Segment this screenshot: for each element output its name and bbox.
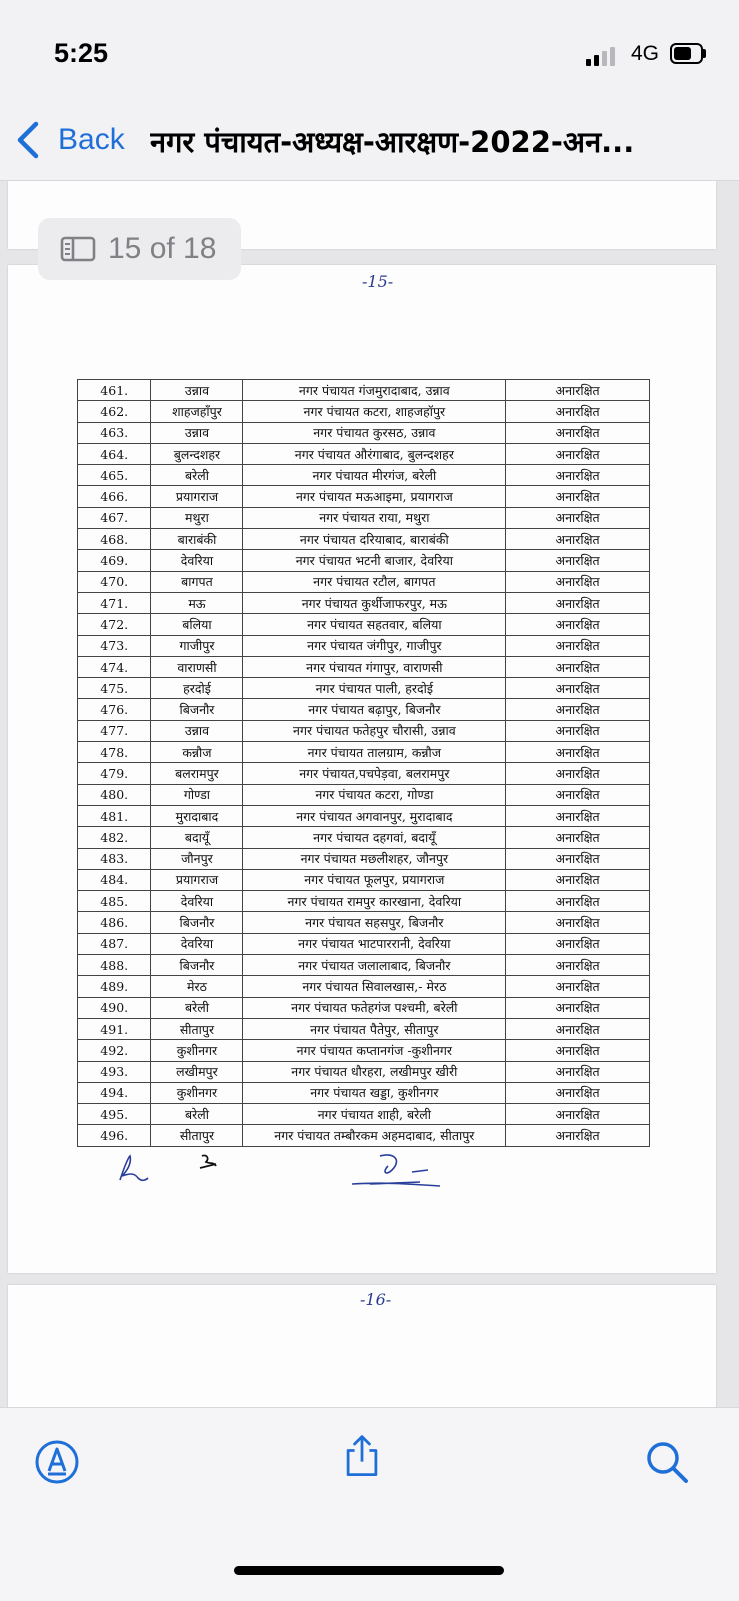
table-row [78,1125,650,1146]
row-number: 484. [78,869,151,890]
nagar-panchayat-cell: नगर पंचायत फूलपुर, प्रयागराज [243,869,506,890]
district-cell: बिजनौर [151,955,243,976]
row-number: 495. [78,1104,151,1125]
district-cell: कन्नौज [151,742,243,763]
category-cell: अनारक्षित [506,784,650,805]
status-bar [0,0,739,100]
district-cell: बरेली [151,1104,243,1125]
nagar-panchayat-cell: नगर पंचायत कुरसठ, उन्नाव [243,422,506,443]
signature-3 [350,1150,445,1192]
category-cell: अनारक्षित [506,1040,650,1061]
nagar-panchayat-cell: नगर पंचायत जंगीपुर, गाजीपुर [243,635,506,656]
row-number: 475. [78,678,151,699]
nagar-panchayat-cell: नगर पंचायत जलालाबाद, बिजनौर [243,955,506,976]
row-number: 462. [78,401,151,422]
district-cell: शाहजहाँपुर [151,401,243,422]
nagar-panchayat-cell: नगर पंचायत मीरगंज, बरेली [243,465,506,486]
row-number: 478. [78,742,151,763]
category-cell: अनारक्षित [506,869,650,890]
nagar-panchayat-cell: नगर पंचायत भटनी बाजार, देवरिया [243,550,506,571]
nagar-panchayat-cell: नगर पंचायत रामपुर कारखाना, देवरिया [243,891,506,912]
nagar-panchayat-cell: नगर पंचायत गंगापुर, वाराणसी [243,656,506,677]
row-number: 476. [78,699,151,720]
row-number: 493. [78,1061,151,1082]
nagar-panchayat-cell: नगर पंचायत रटौल, बागपत [243,571,506,592]
row-number: 472. [78,614,151,635]
category-cell: अनारक्षित [506,443,650,464]
nagar-panchayat-cell: नगर पंचायत मऊआइमा, प्रयागराज [243,486,506,507]
table-row [78,848,650,869]
row-number: 492. [78,1040,151,1061]
table-row [78,401,650,422]
row-number: 486. [78,912,151,933]
table-row [78,571,650,592]
row-number: 488. [78,955,151,976]
nagar-panchayat-cell: नगर पंचायत दहगवां, बदायूँ [243,827,506,848]
category-cell: अनारक्षित [506,592,650,613]
table-row [78,635,650,656]
status-time: 5:25 [54,38,109,68]
page-indicator-label: 15 of 18 [108,232,217,265]
category-cell: अनारक्षित [506,656,650,677]
row-number: 485. [78,891,151,912]
category-cell: अनारक्षित [506,422,650,443]
district-cell: बलिया [151,614,243,635]
category-cell: अनारक्षित [506,678,650,699]
table-row [78,529,650,550]
category-cell: अनारक्षित [506,550,650,571]
district-cell: बुलन्दशहर [151,443,243,464]
table-row [78,380,650,401]
table-row [78,976,650,997]
signal-strength-icon [586,44,620,66]
district-cell: देवरिया [151,891,243,912]
navigation-bar [0,100,739,181]
nagar-panchayat-cell: नगर पंचायत तालग्राम, कन्नौज [243,742,506,763]
home-indicator[interactable] [234,1566,504,1575]
table-row [78,507,650,528]
nagar-panchayat-cell: नगर पंचायत कप्तानगंज -कुशीनगर [243,1040,506,1061]
table-row [78,763,650,784]
nagar-panchayat-cell: नगर पंचायत सिवालखास,- मेरठ [243,976,506,997]
district-cell: कुशीनगर [151,1082,243,1103]
category-cell: अनारक्षित [506,763,650,784]
category-cell: अनारक्षित [506,827,650,848]
table-row [78,1082,650,1103]
table-row [78,699,650,720]
district-cell: बाराबंकी [151,529,243,550]
category-cell: अनारक्षित [506,465,650,486]
category-cell: अनारक्षित [506,955,650,976]
table-row [78,486,650,507]
table-row [78,784,650,805]
district-cell: हरदोई [151,678,243,699]
district-cell: कुशीनगर [151,1040,243,1061]
share-icon[interactable] [337,1432,387,1482]
row-number: 469. [78,550,151,571]
table-row [78,997,650,1018]
table-row [78,742,650,763]
table-row [78,443,650,464]
row-number: 489. [78,976,151,997]
table-row [78,550,650,571]
markup-pen-icon[interactable] [32,1437,82,1487]
district-cell: गोण्डा [151,784,243,805]
nagar-panchayat-cell: नगर पंचायत धौरहरा, लखीमपुर खीरी [243,1061,506,1082]
back-label: Back [58,123,125,156]
nagar-panchayat-cell: नगर पंचायत शाही, बरेली [243,1104,506,1125]
row-number: 496. [78,1125,151,1146]
district-cell: मथुरा [151,507,243,528]
category-cell: अनारक्षित [506,912,650,933]
district-cell: उन्नाव [151,380,243,401]
nagar-panchayat-cell: नगर पंचायत बढ़ापुर, बिजनौर [243,699,506,720]
category-cell: अनारक्षित [506,614,650,635]
nagar-panchayat-cell: नगर पंचायत तम्बौरकम अहमदाबाद, सीतापुर [243,1125,506,1146]
category-cell: अनारक्षित [506,1061,650,1082]
category-cell: अनारक्षित [506,1082,650,1103]
district-cell: बरेली [151,465,243,486]
row-number: 468. [78,529,151,550]
row-number: 491. [78,1018,151,1039]
row-number: 465. [78,465,151,486]
reservation-table [77,379,650,1147]
nagar-panchayat-cell: नगर पंचायत,पचपेड़वा, बलरामपुर [243,763,506,784]
row-number: 490. [78,997,151,1018]
signature-2 [196,1150,220,1174]
district-cell: बदायूँ [151,827,243,848]
district-cell: उन्नाव [151,422,243,443]
district-cell: बागपत [151,571,243,592]
district-cell: सीतापुर [151,1125,243,1146]
district-cell: देवरिया [151,933,243,954]
nagar-panchayat-cell: नगर पंचायत सहतवार, बलिया [243,614,506,635]
table-row [78,592,650,613]
district-cell: बिजनौर [151,699,243,720]
district-cell: बिजनौर [151,912,243,933]
district-cell: प्रयागराज [151,486,243,507]
sidebar-icon [60,236,96,262]
category-cell: अनारक्षित [506,976,650,997]
category-cell: अनारक्षित [506,891,650,912]
table-row [78,912,650,933]
nagar-panchayat-cell: नगर पंचायत फतेहगंज पश्चमी, बरेली [243,997,506,1018]
district-cell: मेरठ [151,976,243,997]
category-cell: अनारक्षित [506,380,650,401]
nagar-panchayat-cell: नगर पंचायत गंजमुरादाबाद, उन्नाव [243,380,506,401]
table-row [78,720,650,741]
category-cell: अनारक्षित [506,699,650,720]
row-number: 467. [78,507,151,528]
row-number: 481. [78,805,151,826]
category-cell: अनारक्षित [506,848,650,869]
nagar-panchayat-cell: नगर पंचायत राया, मथुरा [243,507,506,528]
table-row [78,422,650,443]
row-number: 482. [78,827,151,848]
nagar-panchayat-cell: नगर पंचायत पाली, हरदोई [243,678,506,699]
row-number: 474. [78,656,151,677]
district-cell: लखीमपुर [151,1061,243,1082]
district-cell: सीतापुर [151,1018,243,1039]
category-cell: अनारक्षित [506,720,650,741]
nagar-panchayat-cell: नगर पंचायत भाटपाररानी, देवरिया [243,933,506,954]
row-number: 494. [78,1082,151,1103]
category-cell: अनारक्षित [506,1018,650,1039]
row-number: 477. [78,720,151,741]
district-cell: बलरामपुर [151,763,243,784]
page-number-next: -16- [360,1290,392,1309]
row-number: 470. [78,571,151,592]
page-indicator[interactable] [38,218,241,280]
category-cell: अनारक्षित [506,997,650,1018]
category-cell: अनारक्षित [506,1125,650,1146]
district-cell: देवरिया [151,550,243,571]
nagar-panchayat-cell: नगर पंचायत अगवानपुर, मुरादाबाद [243,805,506,826]
district-cell: प्रयागराज [151,869,243,890]
district-cell: वाराणसी [151,656,243,677]
district-cell: मऊ [151,592,243,613]
row-number: 479. [78,763,151,784]
district-cell: मुरादाबाद [151,805,243,826]
category-cell: अनारक्षित [506,571,650,592]
district-cell: जौनपुर [151,848,243,869]
category-cell: अनारक्षित [506,507,650,528]
battery-icon [670,43,706,64]
chevron-left-icon [14,120,44,160]
page-number-current: -15- [362,272,394,291]
row-number: 480. [78,784,151,805]
nagar-panchayat-cell: नगर पंचायत मछलीशहर, जौनपुर [243,848,506,869]
row-number: 466. [78,486,151,507]
table-row [78,656,650,677]
row-number: 461. [78,380,151,401]
table-row [78,955,650,976]
search-icon[interactable] [642,1437,692,1487]
category-cell: अनारक्षित [506,486,650,507]
category-cell: अनारक्षित [506,933,650,954]
district-cell: गाजीपुर [151,635,243,656]
table-row [78,678,650,699]
table-row [78,1104,650,1125]
category-cell: अनारक्षित [506,635,650,656]
category-cell: अनारक्षित [506,805,650,826]
signature-1 [112,1150,152,1190]
row-number: 464. [78,443,151,464]
table-row [78,465,650,486]
nagar-panchayat-cell: नगर पंचायत खड्डा, कुशीनगर [243,1082,506,1103]
table-row [78,1061,650,1082]
row-number: 471. [78,592,151,613]
nagar-panchayat-cell: नगर पंचायत पैतेपुर, सीतापुर [243,1018,506,1039]
nagar-panchayat-cell: नगर पंचायत कुर्थीजाफरपुर, मऊ [243,592,506,613]
nagar-panchayat-cell: नगर पंचायत सहसपुर, बिजनौर [243,912,506,933]
table-row [78,933,650,954]
back-button[interactable] [14,118,125,162]
row-number: 473. [78,635,151,656]
nagar-panchayat-cell: नगर पंचायत औरंगाबाद, बुलन्दशहर [243,443,506,464]
table-row [78,805,650,826]
table-row [78,1040,650,1061]
table-row [78,614,650,635]
category-cell: अनारक्षित [506,1104,650,1125]
table-row [78,891,650,912]
row-number: 483. [78,848,151,869]
table-row [78,1018,650,1039]
table-row [78,869,650,890]
row-number: 487. [78,933,151,954]
category-cell: अनारक्षित [506,401,650,422]
table-row [78,827,650,848]
district-cell: बरेली [151,997,243,1018]
nagar-panchayat-cell: नगर पंचायत दरियाबाद, बाराबंकी [243,529,506,550]
district-cell: उन्नाव [151,720,243,741]
category-cell: अनारक्षित [506,742,650,763]
document-title: नगर पंचायत-अध्यक्ष-आरक्षण-2022-अन... [150,125,635,159]
nagar-panchayat-cell: नगर पंचायत कटरा, गोण्डा [243,784,506,805]
category-cell: अनारक्षित [506,529,650,550]
row-number: 463. [78,422,151,443]
nagar-panchayat-cell: नगर पंचायत फतेहपुर चौरासी, उन्नाव [243,720,506,741]
network-type: 4G [631,42,660,65]
nagar-panchayat-cell: नगर पंचायत कटरा, शाहजहॉपुर [243,401,506,422]
